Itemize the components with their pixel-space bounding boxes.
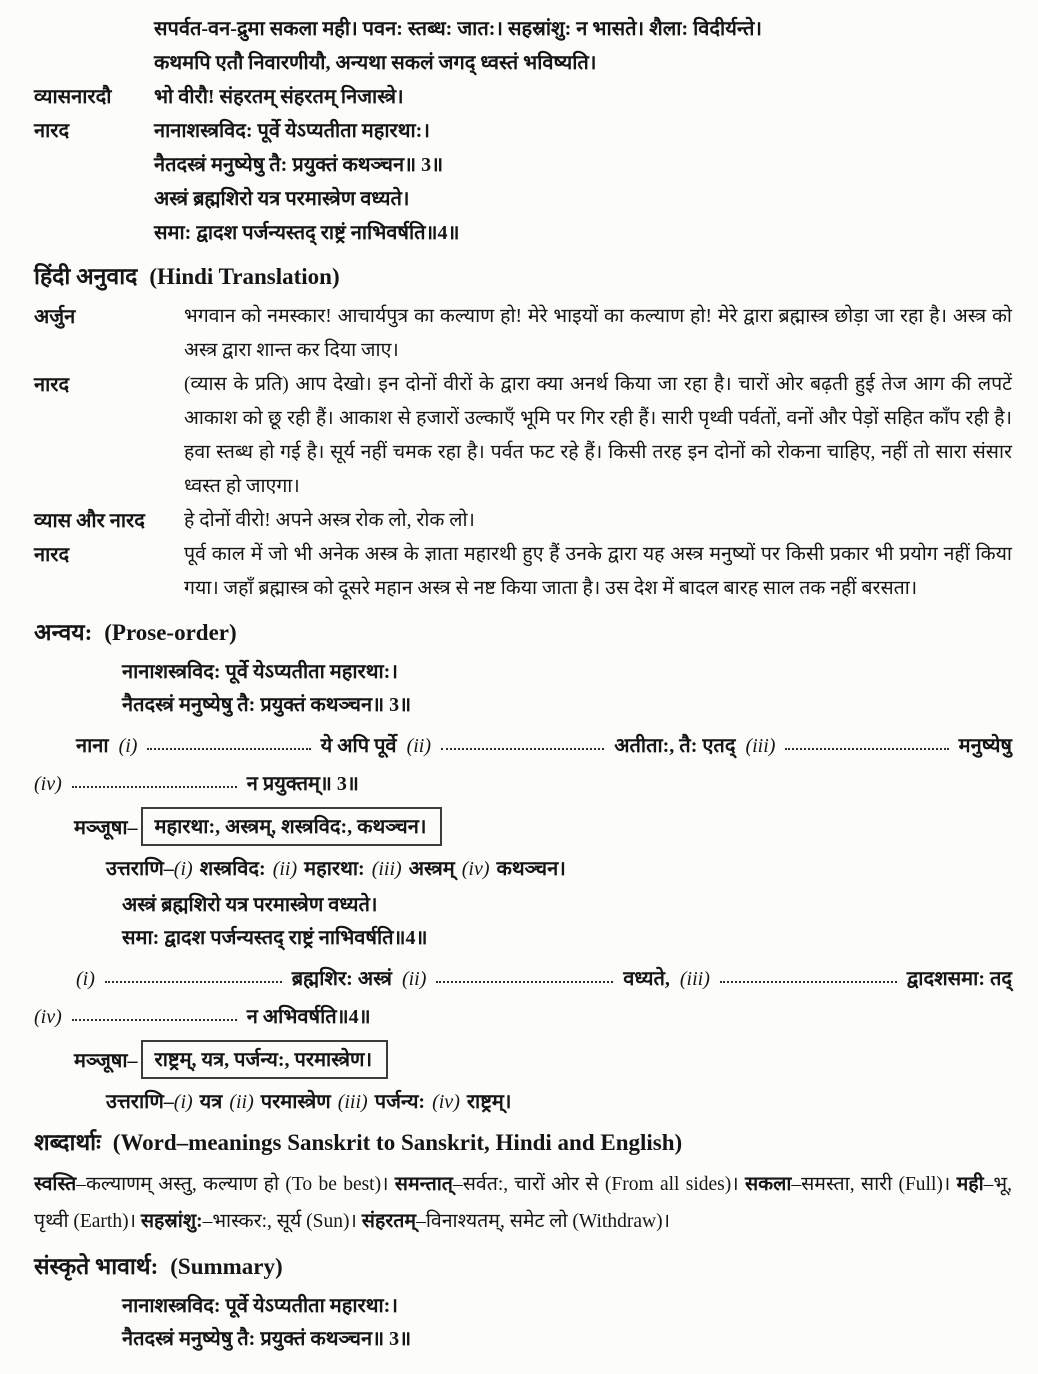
line-text: न अभिवर्षति॥4॥	[246, 1006, 371, 1028]
roman-marker: (iii)	[745, 735, 776, 757]
anvaya-exercise	[34, 889, 1012, 1116]
line-text: वध्यते,	[623, 968, 670, 990]
verse-line: नानाशस्त्रविद: पूर्वे येऽप्यतीता महारथा:।	[122, 1295, 398, 1317]
heading-hindi-part: अन्वय:	[34, 620, 93, 645]
roman-marker: (i)	[76, 968, 95, 990]
uttarani-answers-line	[106, 855, 1012, 883]
word-sanskrit: सहस्रांशु:	[140, 1211, 203, 1232]
verse-line: समा: द्वादश पर्जन्यस्तद् राष्ट्रं नाभिवर्षति॥4॥	[122, 927, 428, 949]
word-meanings-heading	[34, 1128, 1012, 1158]
line-text: नाना	[76, 735, 109, 757]
sanskrit-opening-line: कथमपि एतौ निवारणीयौ, अन्यथा सकलं जगद् ध्वस्तं भविष्यति।	[154, 52, 597, 74]
fill-in-blank-line	[34, 732, 1012, 760]
word-sanskrit: स्वस्ति	[34, 1174, 77, 1195]
word-meaning: –समस्ता, सारी (Full)।	[791, 1174, 957, 1195]
uttarani-answers-line	[106, 1088, 1012, 1116]
manjusha-row	[74, 1040, 1012, 1079]
sanskrit-opening-line: सपर्वत-वन-द्रुमा सकला मही। पवन: स्तब्ध: जात:। सहस्रांशु: न भासते। शैला: विदीर्यन्ते।	[154, 18, 762, 40]
heading-english-part: (Summary)	[170, 1254, 283, 1279]
dialogue-text: पूर्व काल में जो भी अनेक अस्त्र के ज्ञाता महारथी हुए हैं उनके द्वारा यह अस्त्र मनुष्यों पर किसी प्रकार भी प्रयोग नहीं किया गया। जहाँ ब्रह्मास्त्र को दूसरे महान अस्त्र से नष्ट किया जाता है। उस देश में बादल बारह साल तक नहीं बरसता।	[184, 544, 1012, 599]
dotted-blank	[72, 774, 237, 788]
line-text: ब्रह्मशिर: अस्त्रं	[291, 968, 392, 990]
sanskrit-verse-line: अस्त्रं ब्रह्मशिरो यत्र परमास्त्रेण वध्यते।	[154, 188, 410, 210]
sanskrit-dialogue-row	[34, 114, 1012, 250]
line-label: उत्तराणि–	[106, 858, 174, 880]
heading-english-part: (Word–meanings Sanskrit to Sanskrit, Hindi and English)	[112, 1130, 683, 1155]
line-text: द्वादशसमा: तद्	[906, 968, 1013, 990]
word-meaning: –सर्वत:, चारों ओर से (From all sides)।	[452, 1174, 745, 1195]
verse-line: अस्त्रं ब्रह्मशिरो यत्र परमास्त्रेण वध्यते।	[122, 894, 378, 916]
sanskrit-verse-line: नैतदस्त्रं मनुष्येषु तै: प्रयुक्तं कथञ्चन॥ 3॥	[154, 154, 444, 176]
manjusha-word-box: राष्ट्रम्, यत्र, पर्जन्य:, परमास्त्रेण।	[141, 1040, 389, 1079]
heading-hindi-part: शब्दार्थाः	[34, 1130, 101, 1155]
dotted-blank	[147, 736, 310, 750]
verse-line: नैतदस्त्रं मनुष्येषु तै: प्रयुक्तं कथञ्चन॥ 3॥	[122, 1328, 412, 1350]
roman-marker: (iii)	[679, 968, 710, 990]
hindi-translation-heading	[34, 262, 1012, 292]
word-sanskrit: मही	[956, 1174, 984, 1195]
sanskrit-verse-line: समा: द्वादश पर्जन्यस्तद् राष्ट्रं नाभिवर्षति॥4॥	[154, 222, 460, 244]
roman-marker: (iv)	[34, 773, 62, 795]
roman-marker: (i)	[118, 735, 138, 757]
verse-line: नानाशस्त्रविद: पूर्वे येऽप्यतीता महारथा:।	[122, 661, 398, 683]
dialogue-text: हे दोनों वीरो! अपने अस्त्र रोक लो, रोक लो।	[184, 510, 475, 531]
line-text: कथञ्चन।	[496, 858, 566, 880]
exercise-verse	[122, 889, 1012, 955]
dotted-blank	[785, 736, 948, 750]
hindi-dialogue-row	[34, 368, 1012, 504]
line-label: उत्तराणि–	[106, 1091, 174, 1113]
roman-marker: (i)	[173, 858, 193, 880]
roman-marker: (i)	[173, 1091, 193, 1113]
speaker-verse-lines	[154, 80, 404, 114]
sanskrit-dialogue-section	[34, 80, 1012, 250]
roman-marker: (ii)	[406, 735, 431, 757]
roman-marker: (ii)	[229, 1091, 254, 1113]
speaker-name: अर्जुन	[34, 306, 76, 328]
line-text: मनुष्येषु	[958, 735, 1012, 757]
dotted-blank	[441, 736, 604, 750]
line-text: न प्रयुक्तम्॥ 3॥	[246, 773, 359, 795]
heading-english-part: (Prose-order)	[104, 620, 237, 645]
word-sanskrit: समन्तात्	[394, 1174, 453, 1195]
summary-heading	[34, 1252, 1012, 1282]
speaker-name: व्यासनारदौ	[34, 86, 112, 108]
dotted-blank	[105, 969, 282, 983]
dialogue-text: (व्यास के प्रति) आप देखो। इन दोनों वीरों के द्वारा क्या अनर्थ किया जा रहा है। चारों ओर बढ़ती हुई तेज आग की लपटें आकाश को छू रही हैं। आकाश से हजारों उल्काएँ भूमि पर गिर रही हैं। सारी पृथ्वी पर्वतों, वनों और पेड़ों सहित काँप रही है। हवा स्तब्ध हो गई है। सूर्य नहीं चमक रहा है। पर्वत फट रहे हैं। किसी तरह इन दोनों को रोकना चाहिए, नहीं तो सारा संसार ध्वस्त हो जाएगा।	[184, 374, 1012, 497]
summary-verse	[122, 1290, 1012, 1356]
dotted-blank	[72, 1007, 237, 1021]
fill-in-blank-line	[34, 770, 1012, 798]
speaker-name: व्यास और नारद	[34, 510, 145, 532]
anvaya-exercise-section	[34, 656, 1012, 1116]
manjusha-row	[74, 807, 1012, 846]
word-sanskrit: संहरतम्	[361, 1211, 417, 1232]
line-text: अतीता:, तै: एतद्	[614, 735, 736, 757]
fill-in-blank-line	[34, 965, 1012, 993]
dialogue-text: भगवान को नमस्कार! आचार्यपुत्र का कल्याण हो! मेरे भाइयों का कल्याण हो! मेरे द्वारा ब्रह्मास्त्र छोड़ा जा रहा है। अस्त्र को अस्त्र द्वारा शान्त कर दिया जाए।	[184, 306, 1012, 361]
line-text: शस्त्रविद:	[199, 858, 266, 880]
word-meaning: –भास्कर:, सूर्य (Sun)।	[202, 1211, 362, 1232]
speaker-name: नारद	[34, 374, 70, 396]
heading-hindi-part: संस्कृते भावार्थ:	[34, 1254, 159, 1279]
roman-marker: (iii)	[371, 858, 402, 880]
word-meaning: –कल्याणम् अस्तु, कल्याण हो (To be best)।	[76, 1174, 395, 1195]
roman-marker: (ii)	[272, 858, 298, 880]
roman-marker: (iii)	[337, 1091, 368, 1113]
line-text: पर्जन्य:	[374, 1091, 426, 1113]
manjusha-label: मञ्जूषा–	[74, 817, 138, 839]
line-text: ये अपि पूर्वे	[320, 735, 397, 757]
hindi-dialogue-row	[34, 504, 1012, 538]
hindi-dialogue-row	[34, 538, 1012, 606]
prose-order-heading	[34, 618, 1012, 648]
sanskrit-verse-line: भो वीरौ! संहरतम् संहरतम् निजास्त्रे।	[154, 86, 404, 108]
line-text: राष्ट्रम्।	[466, 1091, 512, 1113]
sanskrit-opening-section	[34, 12, 1012, 80]
word-meaning: –विनाश्यतम्, समेट लो (Withdraw)।	[416, 1211, 670, 1232]
speaker-name: नारद	[34, 544, 70, 566]
line-text: परमास्त्रेण	[260, 1091, 331, 1113]
exercise-verse	[122, 656, 1012, 722]
anvaya-exercise	[34, 656, 1012, 883]
hindi-dialogue-section	[34, 300, 1012, 606]
manjusha-label: मञ्जूषा–	[74, 1050, 138, 1072]
line-text: यत्र	[199, 1091, 223, 1113]
word-meanings-paragraph	[34, 1166, 1012, 1240]
word-sanskrit: सकला	[744, 1174, 792, 1195]
roman-marker: (iv)	[34, 1006, 62, 1028]
verse-line: नैतदस्त्रं मनुष्येषु तै: प्रयुक्तं कथञ्चन॥ 3॥	[122, 694, 412, 716]
speaker-name: नारद	[34, 120, 70, 142]
line-text: अस्त्रम्	[408, 858, 455, 880]
roman-marker: (iv)	[461, 858, 490, 880]
dotted-blank	[436, 969, 613, 983]
sanskrit-verse-line: नानाशस्त्रविद: पूर्वे येऽप्यतीता महारथा:।	[154, 120, 430, 142]
hindi-dialogue-row	[34, 300, 1012, 368]
heading-english-part: (Hindi Translation)	[149, 264, 340, 289]
sanskrit-opening-lines	[34, 12, 1012, 80]
line-text: महारथा:	[304, 858, 365, 880]
heading-hindi-part: हिंदी अनुवाद	[34, 264, 138, 289]
word-meaning: –भू, पृथ्वी (Earth)।	[34, 1174, 1012, 1232]
roman-marker: (iv)	[432, 1091, 460, 1113]
speaker-verse-lines	[154, 114, 460, 250]
fill-in-blank-line	[34, 1003, 1012, 1031]
dotted-blank	[720, 969, 897, 983]
roman-marker: (ii)	[401, 968, 427, 990]
manjusha-word-box: महारथा:, अस्त्रम्, शस्त्रविद:, कथञ्चन।	[141, 807, 443, 846]
sanskrit-dialogue-row	[34, 80, 1012, 114]
